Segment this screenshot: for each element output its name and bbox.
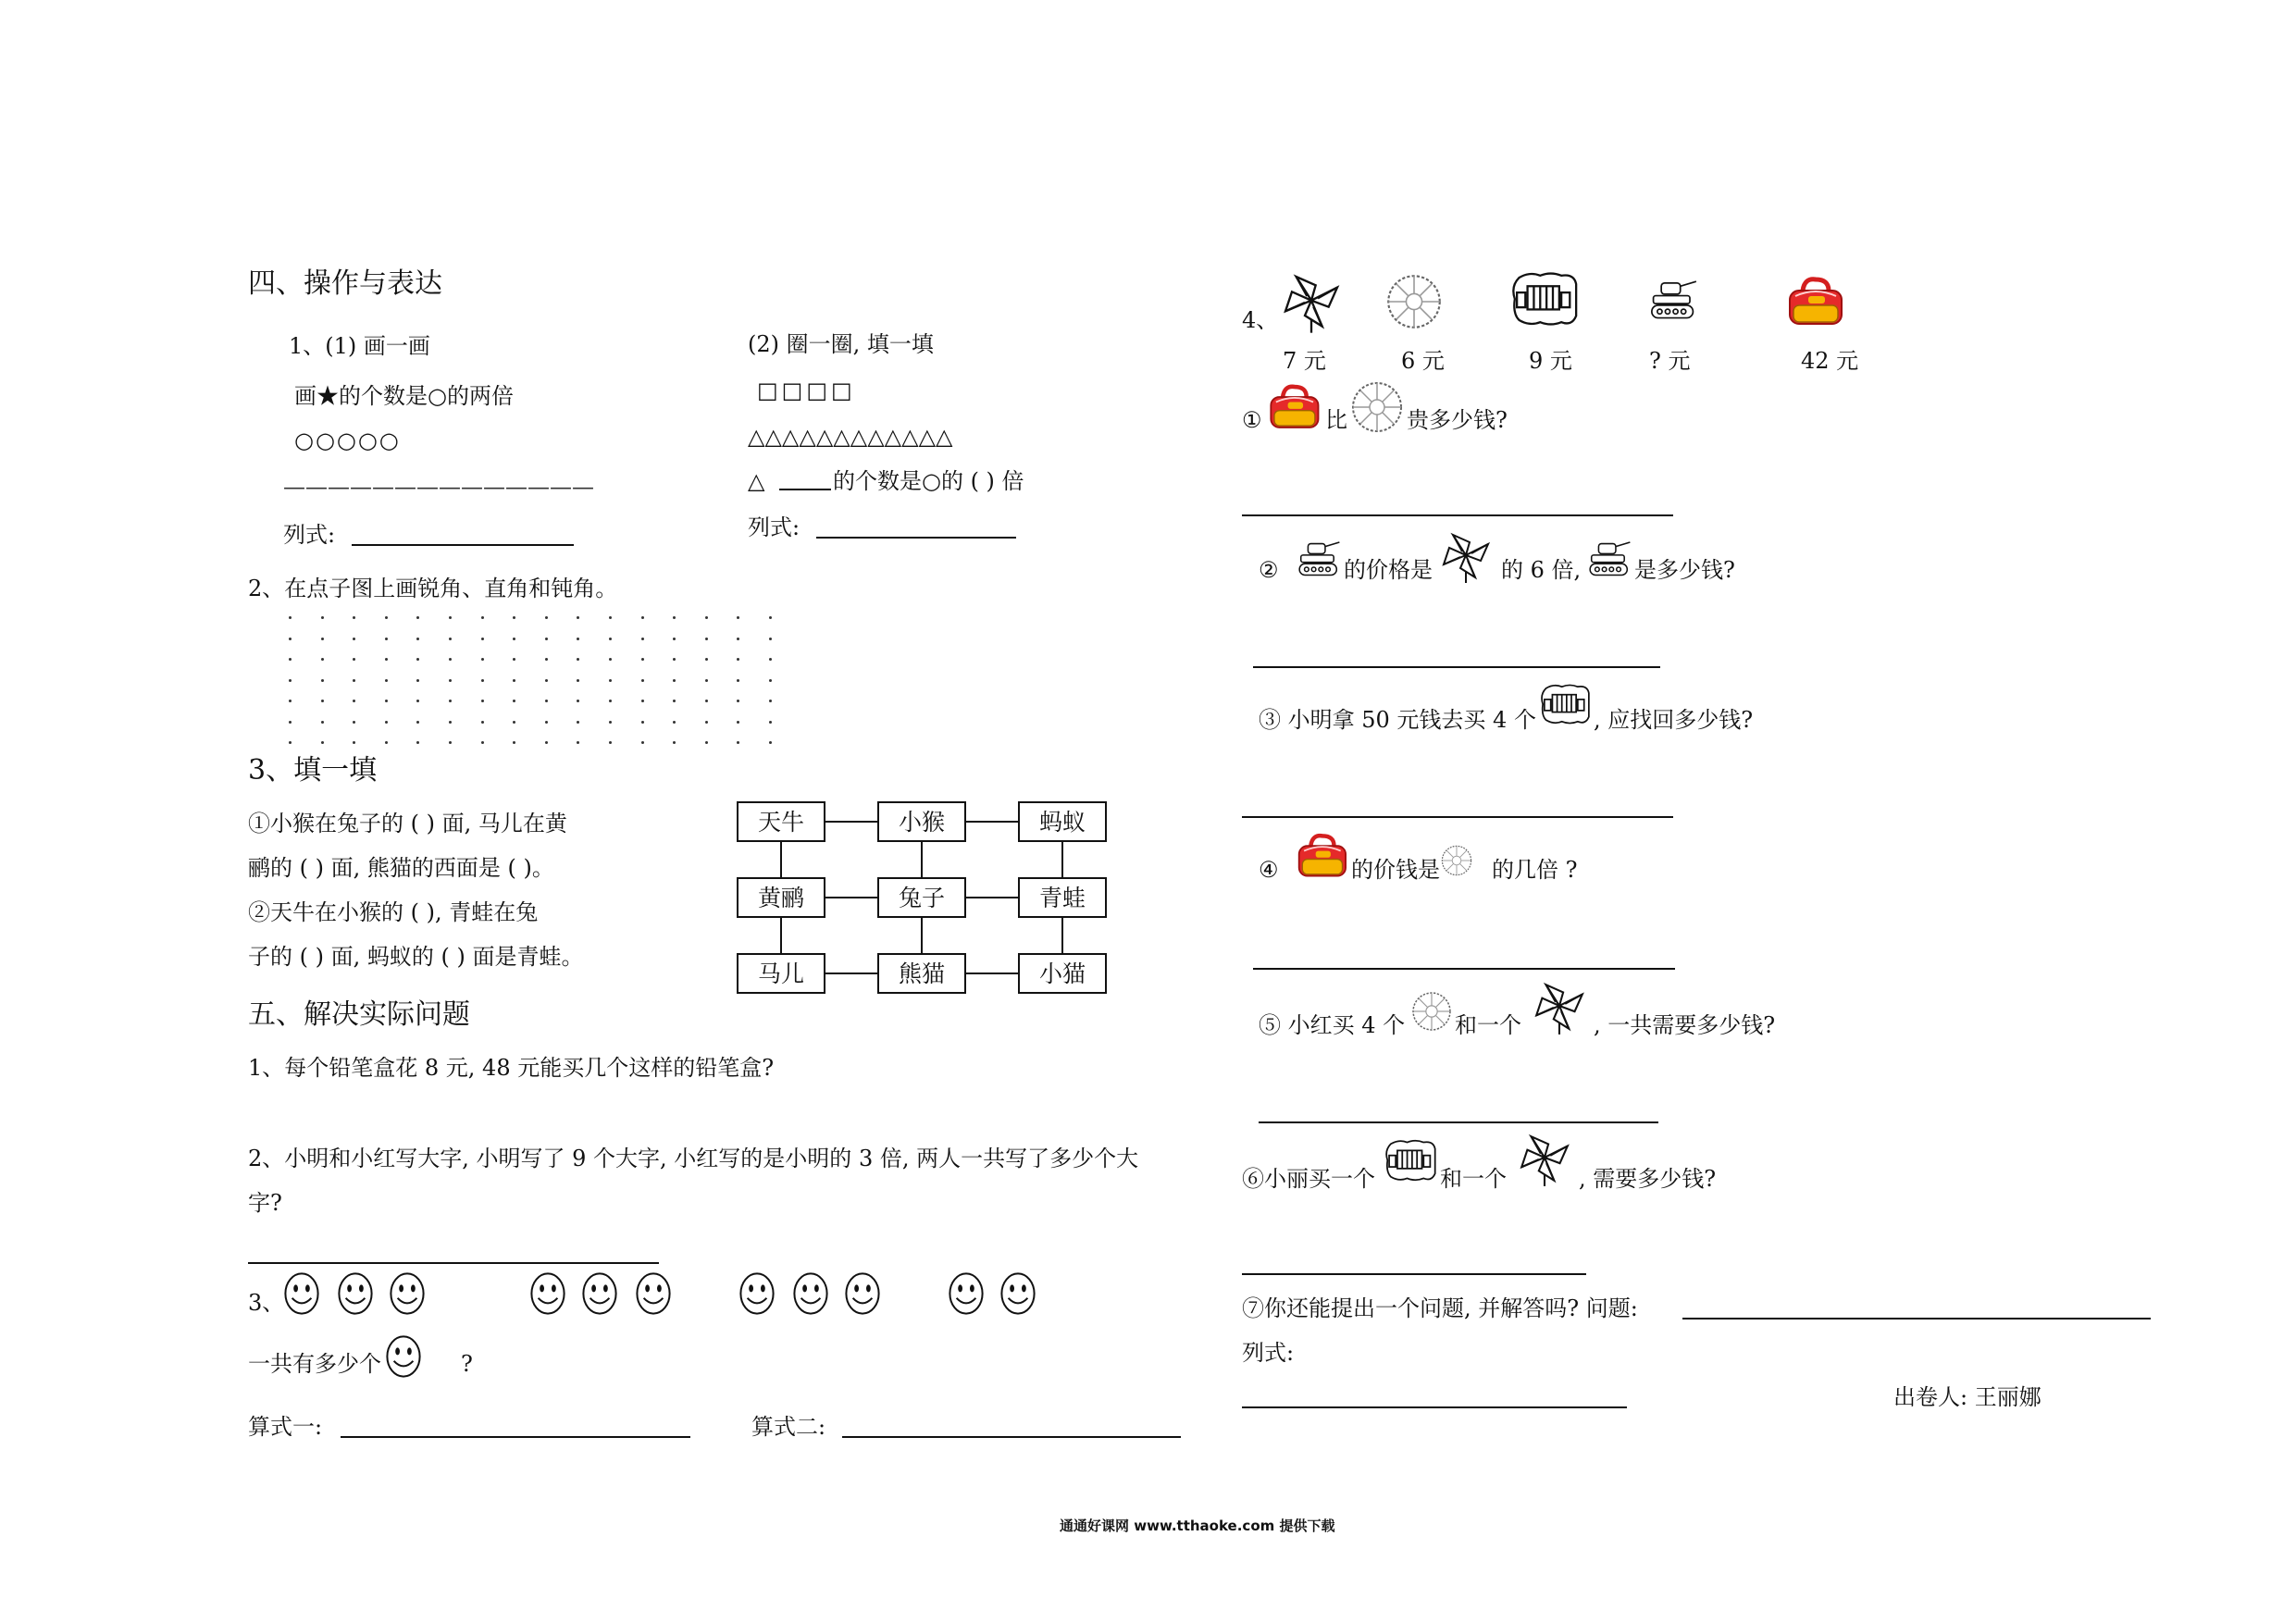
sub-q4-prefix: ④: [1259, 857, 1279, 883]
grid-dot: [545, 700, 548, 702]
smiley-face-icon: [635, 1270, 672, 1318]
smiley-face-icon: [792, 1270, 829, 1318]
toy-car-icon: [1383, 1134, 1440, 1186]
grid-dot: [289, 658, 292, 661]
grid-dot: [673, 741, 676, 744]
grid-dot: [673, 658, 676, 661]
sub-q7-answer-line[interactable]: [1242, 1406, 1627, 1408]
sub-q4-end: 的几倍 ?: [1492, 857, 1578, 883]
sub-q5-mid: 和一个: [1455, 1012, 1521, 1038]
q1a-dash-line: ——————————————: [283, 474, 594, 500]
sub-q3-answer-line[interactable]: [1242, 816, 1673, 818]
sub-q6-end: , 需要多少钱?: [1579, 1166, 1717, 1192]
toy-car-icon: [1538, 679, 1594, 729]
grid-dot: [769, 741, 772, 744]
grid-dot: [705, 658, 708, 661]
problem-3-question-end: ?: [461, 1351, 473, 1377]
grid-dot: [449, 721, 452, 724]
sub-q2-end: 是多少钱?: [1634, 557, 1735, 583]
grid-dot: [545, 679, 548, 682]
grid-dot: [353, 638, 355, 640]
grid-dot: [513, 741, 515, 744]
grid-dot: [673, 616, 676, 619]
grid-dot: [449, 616, 452, 619]
grid-dot: [353, 616, 355, 619]
grid-dot: [416, 741, 419, 744]
grid-dot: [577, 700, 579, 702]
q3-line-2: 鹂的 ( ) 面, 熊猫的西面是 ( )。: [248, 855, 554, 881]
grid-dot: [769, 658, 772, 661]
q1b-fill-end: 的个数是○的 ( ) 倍: [833, 468, 1024, 494]
grid-dot: [737, 700, 739, 702]
grid-dot: [705, 616, 708, 619]
grid-dot: [545, 721, 548, 724]
grid-dot: [449, 638, 452, 640]
q1b-fill-start: △: [748, 468, 765, 494]
sub-q6-mid: 和一个: [1440, 1166, 1507, 1192]
grid-dot: [353, 658, 355, 661]
sub-q3-text: ③ 小明拿 50 元钱去买 4 个: [1259, 707, 1536, 733]
grid-dot: [321, 658, 324, 661]
ball-icon: [1410, 990, 1453, 1033]
sub-q7-question-line[interactable]: [1682, 1318, 2151, 1319]
grid-dot: [673, 638, 676, 640]
sub-q2-prefix: ②: [1259, 557, 1279, 583]
formula-1-label: 算式一:: [248, 1414, 323, 1440]
grid-cell-horse: 马儿: [737, 953, 825, 994]
grid-dot: [385, 721, 388, 724]
smiley-face-icon: [283, 1270, 320, 1318]
author: 出卷人: 王丽娜: [1893, 1384, 2042, 1410]
problem-3-label: 3、: [248, 1290, 285, 1316]
formula-2-label: 算式二:: [751, 1414, 826, 1440]
grid-dot: [416, 700, 419, 702]
backpack-icon: [1292, 831, 1351, 881]
q4-label: 4、: [1242, 307, 1279, 333]
grid-dot: [737, 616, 739, 619]
grid-cell-rabbit: 兔子: [877, 877, 966, 918]
grid-dot: [449, 658, 452, 661]
q2-text: 2、在点子图上画锐角、直角和钝角。: [248, 576, 618, 601]
smiley-face-icon: [389, 1270, 426, 1318]
sub-q2-mid2: 的 6 倍,: [1501, 557, 1582, 583]
q1a-instruction: 画★的个数是○的两倍: [294, 383, 514, 409]
smiley-face-icon: [844, 1270, 881, 1318]
grid-dot: [705, 741, 708, 744]
pinwheel-icon: [1510, 1131, 1579, 1188]
grid-dot: [641, 741, 644, 744]
section-five-heading: 五、解决实际问题: [248, 998, 470, 1031]
q1b-formula-label: 列式:: [748, 514, 800, 540]
price-backpack: 42 元: [1801, 348, 1859, 374]
grid-dot: [673, 721, 676, 724]
grid-dot: [385, 658, 388, 661]
grid-cell-panda: 熊猫: [877, 953, 966, 994]
problem-2-answer-line[interactable]: [248, 1262, 659, 1264]
q1a-label: 1、(1) 画一画: [289, 333, 430, 359]
grid-dot: [769, 638, 772, 640]
backpack-icon: [1264, 381, 1323, 433]
grid-dot: [481, 679, 484, 682]
grid-dot: [705, 721, 708, 724]
grid-dot: [481, 638, 484, 640]
grid-dot: [513, 658, 515, 661]
grid-dot: [289, 638, 292, 640]
pinwheel-icon: [1273, 270, 1349, 335]
smiley-face-icon: [948, 1270, 985, 1318]
formula-1-answer-line[interactable]: [341, 1436, 690, 1438]
grid-dot: [385, 741, 388, 744]
grid-dot: [577, 616, 579, 619]
grid-dot: [545, 616, 548, 619]
grid-dot: [416, 638, 419, 640]
q1a-formula-label: 列式:: [283, 522, 336, 548]
price-tank: ? 元: [1649, 348, 1691, 374]
grid-dot: [481, 658, 484, 661]
q1b-blank[interactable]: [779, 489, 831, 490]
sub-q2-mid: 的价格是: [1344, 557, 1433, 583]
q1b-triangles: △△△△△△△△△△△△: [748, 424, 953, 450]
grid-dot: [609, 679, 612, 682]
sub-q1-end: 贵多少钱?: [1407, 407, 1508, 433]
grid-dot: [609, 721, 612, 724]
backpack-icon: [1782, 274, 1847, 329]
footer-source: 通通好课网 www.tthaoke.com 提供下载: [1060, 1518, 1335, 1534]
grid-dot: [449, 741, 452, 744]
sub-q1-prefix: ①: [1242, 407, 1262, 433]
tank-icon: [1584, 533, 1634, 583]
grid-dot: [353, 741, 355, 744]
q3-line-1: ①小猴在兔子的 ( ) 面, 马儿在黄: [248, 811, 567, 836]
grid-dot: [289, 721, 292, 724]
grid-dot: [289, 700, 292, 702]
q1b-label: (2) 圈一圈, 填一填: [748, 331, 934, 357]
sub-q5-end: , 一共需要多少钱?: [1594, 1012, 1776, 1038]
q1b-answer-line[interactable]: [816, 537, 1016, 539]
grid-dot: [353, 679, 355, 682]
grid-dot: [737, 658, 739, 661]
grid-cell-cat: 小猫: [1018, 953, 1107, 994]
grid-dot: [577, 679, 579, 682]
grid-dot: [609, 741, 612, 744]
grid-dot: [705, 638, 708, 640]
grid-dot: [481, 616, 484, 619]
grid-cell-frog: 青蛙: [1018, 877, 1107, 918]
ball-icon: [1384, 272, 1444, 331]
sub-q2-answer-line[interactable]: [1253, 666, 1660, 668]
grid-dot: [481, 700, 484, 702]
sub-q7-text: ⑦你还能提出一个问题, 并解答吗? 问题:: [1242, 1295, 1638, 1321]
grid-dot: [577, 721, 579, 724]
smiley-face-icon: [999, 1270, 1036, 1318]
grid-dot: [545, 658, 548, 661]
grid-dot: [385, 700, 388, 702]
grid-dot: [385, 679, 388, 682]
ball-icon: [1349, 379, 1405, 435]
grid-dot: [609, 638, 612, 640]
grid-dot: [545, 638, 548, 640]
grid-dot: [449, 679, 452, 682]
grid-dot: [321, 721, 324, 724]
pinwheel-icon: [1525, 979, 1594, 1036]
grid-cell-oriole: 黄鹂: [737, 877, 825, 918]
grid-dot: [641, 679, 644, 682]
problem-3-question-start: 一共有多少个: [248, 1351, 381, 1377]
sub-q4-answer-line[interactable]: [1253, 968, 1675, 970]
price-pinwheel: 7 元: [1283, 348, 1326, 374]
smiley-face-icon: [581, 1270, 618, 1318]
grid-dot: [737, 679, 739, 682]
grid-dot: [481, 721, 484, 724]
grid-dot: [737, 638, 739, 640]
grid-dot: [769, 616, 772, 619]
grid-cell-tianniu: 天牛: [737, 801, 825, 842]
grid-dot: [545, 741, 548, 744]
grid-dot: [321, 741, 324, 744]
grid-dot: [641, 721, 644, 724]
grid-dot: [577, 638, 579, 640]
grid-dot: [641, 700, 644, 702]
grid-dot: [416, 721, 419, 724]
grid-dot: [641, 616, 644, 619]
formula-2-answer-line[interactable]: [842, 1436, 1181, 1438]
grid-dot: [449, 700, 452, 702]
grid-dot: [673, 679, 676, 682]
sub-q6-text: ⑥小丽买一个: [1242, 1166, 1375, 1192]
price-toy-car: 9 元: [1529, 348, 1572, 374]
price-ball: 6 元: [1401, 348, 1445, 374]
grid-dot: [705, 679, 708, 682]
smiley-face-icon: [337, 1270, 374, 1318]
grid-dot: [737, 721, 739, 724]
smiley-face-icon: [385, 1332, 422, 1381]
grid-dot: [577, 741, 579, 744]
grid-cell-monkey: 小猴: [877, 801, 966, 842]
problem-1: 1、每个铅笔盒花 8 元, 48 元能买几个这样的铅笔盒?: [248, 1055, 775, 1081]
grid-dot: [609, 616, 612, 619]
grid-dot: [513, 721, 515, 724]
grid-cell-ant: 蚂蚁: [1018, 801, 1107, 842]
grid-dot: [416, 658, 419, 661]
sub-q5-answer-line[interactable]: [1259, 1121, 1658, 1123]
grid-dot: [641, 638, 644, 640]
grid-dot: [577, 658, 579, 661]
grid-dot: [321, 679, 324, 682]
grid-dot: [289, 616, 292, 619]
sub-q7-formula-label: 列式:: [1242, 1340, 1295, 1366]
grid-dot: [289, 679, 292, 682]
grid-dot: [513, 700, 515, 702]
grid-dot: [609, 658, 612, 661]
smiley-face-icon: [529, 1270, 566, 1318]
q1a-circles: ○○○○○: [294, 427, 401, 453]
sub-q3-end: , 应找回多少钱?: [1594, 707, 1754, 733]
grid-dot: [321, 616, 324, 619]
grid-dot: [641, 658, 644, 661]
grid-dot: [321, 638, 324, 640]
sub-q1-answer-line[interactable]: [1242, 514, 1673, 516]
grid-dot: [737, 741, 739, 744]
grid-dot: [673, 700, 676, 702]
problem-2-line-2: 字?: [248, 1190, 282, 1216]
grid-dot: [769, 679, 772, 682]
grid-dot: [513, 616, 515, 619]
problem-2-line-1: 2、小明和小红写大字, 小明写了 9 个大字, 小红写的是小明的 3 倍, 两人一共写了多少个大: [248, 1146, 1139, 1171]
sub-q5-text: ⑤ 小红买 4 个: [1259, 1012, 1406, 1038]
grid-dot: [481, 741, 484, 744]
grid-dot: [321, 700, 324, 702]
tank-icon: [1294, 533, 1344, 583]
q3-line-4: 子的 ( ) 面, 蚂蚁的 ( ) 面是青蛙。: [248, 944, 584, 970]
grid-dot: [513, 638, 515, 640]
pinwheel-icon: [1436, 529, 1496, 585]
dot-grid[interactable]: [278, 616, 777, 755]
grid-dot: [353, 700, 355, 702]
tank-icon: [1645, 268, 1701, 329]
grid-dot: [769, 700, 772, 702]
q3-heading: 3、填一填: [248, 754, 378, 787]
sub-q1-mid: 比: [1325, 407, 1347, 433]
grid-dot: [416, 679, 419, 682]
toy-car-icon: [1508, 266, 1582, 331]
sub-q6-answer-line[interactable]: [1242, 1273, 1586, 1275]
grid-dot: [609, 700, 612, 702]
q1a-answer-line[interactable]: [352, 544, 574, 546]
q1b-squares: □□□□: [757, 378, 856, 403]
smiley-face-icon: [738, 1270, 776, 1318]
ball-icon: [1440, 844, 1473, 877]
grid-dot: [385, 638, 388, 640]
grid-dot: [705, 700, 708, 702]
grid-dot: [769, 721, 772, 724]
section-four-heading: 四、操作与表达: [248, 267, 442, 300]
grid-dot: [289, 741, 292, 744]
grid-dot: [416, 616, 419, 619]
grid-dot: [513, 679, 515, 682]
sub-q4-mid: 的价钱是: [1351, 857, 1440, 883]
grid-dot: [385, 616, 388, 619]
grid-dot: [353, 721, 355, 724]
q3-line-3: ②天牛在小猴的 ( ), 青蛙在兔: [248, 899, 539, 925]
